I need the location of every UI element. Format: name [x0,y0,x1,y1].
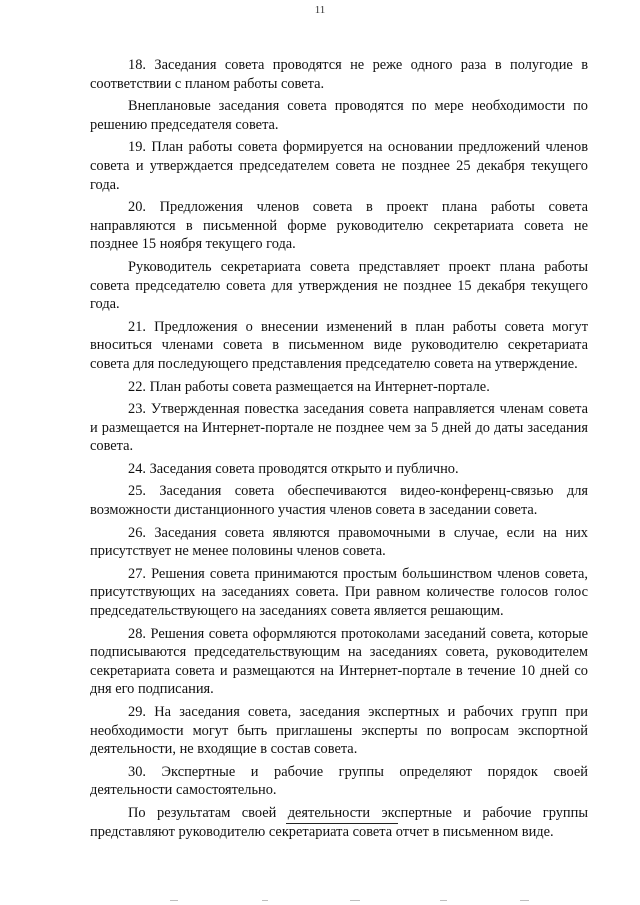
paragraph-21: 21. Предложения о внесении изменений в план работы совета могут вноситься членами совета в письменном виде руководителю секретариата совета для последующего представления председателю совета на утверждение. [90,318,588,372]
document-body [90,56,588,845]
page-number: 11 [314,4,326,16]
paragraph-30: 30. Экспертные и рабочие группы определяют порядок своей деятельности самостоятельно. [90,763,588,799]
end-of-text-divider [286,823,398,824]
paragraph-unscheduled-meetings: Внеплановые заседания совета проводятся по мере необходимости по решению председателя совета. [90,98,588,133]
paragraph-24: 24. Заседания совета проводятся открыто и публично. [128,460,459,477]
paragraph-23: 23. Утвержденная повестка заседания совета направляется членам совета и размещается на Интернет-портале не позднее чем за 5 дней до даты заседания совета. [90,401,588,455]
paragraph-18: 18. Заседания совета проводятся не реже одного раза в полугодие в соответствии с планом работы совета. [90,57,588,92]
paragraph-25: 25. Заседания совета обеспечиваются видео-конференц-связью для возможности дистанционного участия членов совета в заседании совета. [90,483,588,519]
paragraph-group-report: По результатам своей деятельности экспертные и рабочие группы представляют руководителю секретариата совета отчет в письменном виде. [90,804,588,840]
paragraph-22: 22. План работы совета размещается на Интернет-портале. [128,378,490,395]
paragraph-20: 20. Предложения членов совета в проект плана работы совета направляются в письменной форме руководителю секретариата совета не позднее 15 ноября текущего года. [90,199,588,253]
scan-bottom-edge [0,896,640,905]
paragraph-27: 27. Решения совета принимаются простым большинством членов совета, присутствующих на заседаниях совета. При равном количестве голосов голос председательствующего на заседаниях совета является решающим. [90,565,588,620]
paragraph-plan-draft: Руководитель секретариата совета представляет проект плана работы совета председателю совета для утверждения не позднее 15 декабря текущего года. [90,258,588,313]
paragraph-26: 26. Заседания совета являются правомочными в случае, если на них присутствует не менее половины членов совета. [90,524,588,560]
paragraph-28: 28. Решения совета оформляются протоколами заседаний совета, которые подписываются председательствующим на заседаниях совета, руководителем секретариата совета и размещаются на Интернет-портале в течение 10 дней со дня его подписания. [90,625,588,698]
paragraph-19: 19. План работы совета формируется на основании предложений членов совета и утверждается председателем совета не позднее 25 декабря текущего года. [90,139,588,193]
paragraph-29: 29. На заседания совета, заседания экспертных и рабочих групп при необходимости могут быть приглашены эксперты по вопросам экспортной деятельности, не входящие в состав совета. [90,704,588,758]
